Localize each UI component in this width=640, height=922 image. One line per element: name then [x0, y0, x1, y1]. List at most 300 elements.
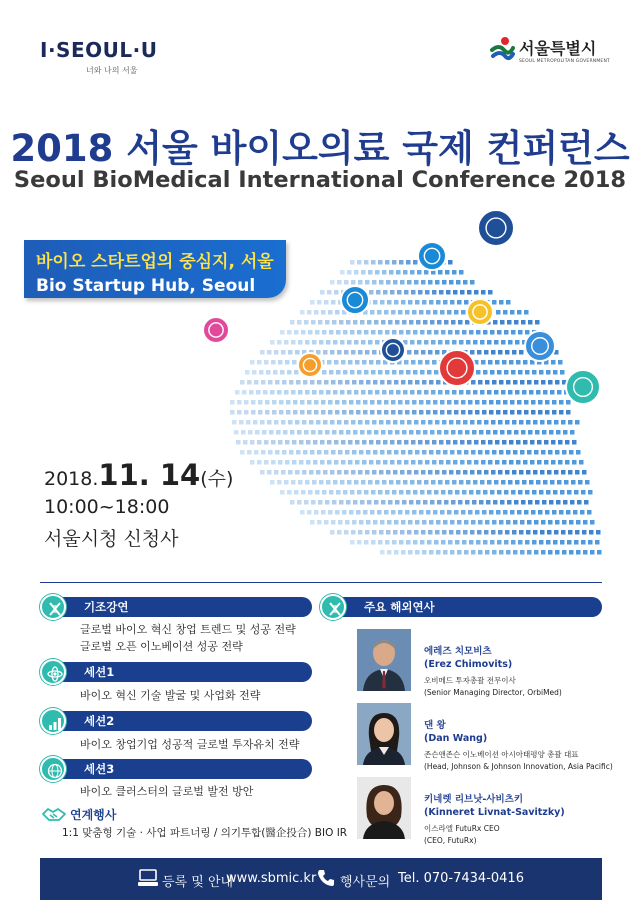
map-dot: [240, 450, 245, 455]
map-dot: [250, 440, 255, 445]
map-dot: [410, 340, 415, 345]
map-dot: [336, 490, 341, 495]
map-dot: [363, 400, 368, 405]
map-dot: [288, 420, 293, 425]
map-dot: [559, 410, 564, 415]
map-dot: [461, 400, 466, 405]
map-dot: [373, 520, 378, 525]
map-dot: [422, 550, 427, 555]
map-dot: [331, 450, 336, 455]
map-dot: [555, 520, 560, 525]
map-dot: [492, 300, 497, 305]
map-dot: [531, 410, 536, 415]
map-dot: [364, 370, 369, 375]
map-dot: [357, 370, 362, 375]
map-dot: [278, 460, 283, 465]
map-dot: [426, 310, 431, 315]
map-dot: [474, 440, 479, 445]
map-dot: [307, 400, 312, 405]
map-dot: [481, 460, 486, 465]
map-dot: [338, 450, 343, 455]
map-dot: [274, 420, 279, 425]
map-dot: [515, 480, 520, 485]
map-dot: [411, 460, 416, 465]
map-dot: [402, 430, 407, 435]
map-dot: [242, 390, 247, 395]
phone-number[interactable]: Tel. 070-7434-0416: [398, 871, 524, 886]
map-dot: [340, 390, 345, 395]
map-dot: [529, 390, 534, 395]
map-dot: [451, 320, 456, 325]
map-dot: [527, 550, 532, 555]
map-dot: [483, 490, 488, 495]
map-dot: [505, 420, 510, 425]
map-dot: [284, 480, 289, 485]
map-dot: [365, 350, 370, 355]
map-dot: [349, 400, 354, 405]
map-dot: [330, 420, 335, 425]
map-dot: [350, 330, 355, 335]
map-dot: [459, 270, 464, 275]
map-dot: [316, 350, 321, 355]
keynote-pill: [50, 597, 312, 617]
map-dot: [406, 260, 411, 265]
map-dot: [508, 480, 513, 485]
map-dot: [463, 470, 468, 475]
map-dot: [454, 400, 459, 405]
map-dot: [450, 300, 455, 305]
map-dot: [466, 480, 471, 485]
map-dot: [276, 430, 281, 435]
map-dot: [549, 430, 554, 435]
map-dot: [518, 540, 523, 545]
map-dot: [494, 480, 499, 485]
map-dot: [307, 310, 312, 315]
map-dot: [366, 450, 371, 455]
map-dot: [371, 540, 376, 545]
speaker-role-ko-2: 존슨앤존슨 이노베이션 아시아태평양 총괄 대표: [424, 750, 579, 759]
map-dot: [427, 330, 432, 335]
map-dot: [375, 340, 380, 345]
map-dot: [463, 280, 468, 285]
map-dot: [560, 370, 565, 375]
map-dot: [328, 510, 333, 515]
map-dot: [337, 470, 342, 475]
map-dot: [470, 470, 475, 475]
map-dot: [293, 400, 298, 405]
map-dot: [453, 440, 458, 445]
map-dot: [337, 280, 342, 285]
map-dot: [393, 470, 398, 475]
map-dot: [383, 290, 388, 295]
map-dot: [340, 270, 345, 275]
map-dot: [269, 430, 274, 435]
map-dot: [478, 520, 483, 525]
map-dot: [379, 420, 384, 425]
map-dot: [563, 430, 568, 435]
map-dot: [361, 390, 366, 395]
map-dot: [297, 500, 302, 505]
map-dot: [339, 500, 344, 505]
map-dot: [537, 460, 542, 465]
session1-pill: [50, 662, 312, 682]
map-dot: [565, 440, 570, 445]
map-dot: [299, 440, 304, 445]
map-dot: [281, 350, 286, 355]
map-dot: [467, 460, 472, 465]
map-dot: [436, 450, 441, 455]
map-dot: [361, 340, 366, 345]
map-dot: [527, 520, 532, 525]
map-dot: [480, 340, 485, 345]
map-dot: [380, 550, 385, 555]
map-dot: [484, 530, 489, 535]
map-dot: [462, 540, 467, 545]
map-dot: [314, 410, 319, 415]
map-dot: [534, 520, 539, 525]
map-dot: [391, 510, 396, 515]
map-dot: [433, 410, 438, 415]
map-dot: [373, 380, 378, 385]
map-dot: [297, 430, 302, 435]
map-dot: [421, 280, 426, 285]
map-dot: [322, 370, 327, 375]
map-dot: [394, 550, 399, 555]
map-dot: [327, 440, 332, 445]
map-dot: [554, 470, 559, 475]
map-dot: [483, 330, 488, 335]
map-dot: [423, 430, 428, 435]
map-dot: [272, 410, 277, 415]
map-dot: [362, 460, 367, 465]
map-dot: [435, 280, 440, 285]
session1-item: 바이오 혁신 기술 발굴 및 사업화 전략: [80, 689, 261, 702]
map-dot: [543, 480, 548, 485]
session2-item: 바이오 창업기업 성공적 글로벌 투자유치 전략: [80, 738, 300, 751]
map-dot: [352, 380, 357, 385]
map-dot: [253, 420, 258, 425]
map-dot: [318, 320, 323, 325]
map-dot: [277, 340, 282, 345]
map-dot: [333, 390, 338, 395]
map-dot: [353, 320, 358, 325]
map-dot: [515, 390, 520, 395]
website-link[interactable]: www.sbmic.kr: [226, 871, 317, 886]
map-dot: [322, 330, 327, 335]
map-dot: [404, 290, 409, 295]
map-dot: [286, 410, 291, 415]
map-dot: [466, 390, 471, 395]
map-dot: [337, 420, 342, 425]
map-dot: [397, 460, 402, 465]
map-dot: [448, 260, 453, 265]
map-dot: [448, 330, 453, 335]
slogan-banner: [24, 240, 286, 298]
map-dot: [378, 370, 383, 375]
map-dot: [429, 450, 434, 455]
map-dot: [377, 310, 382, 315]
map-dot: [421, 420, 426, 425]
map-dot: [517, 310, 522, 315]
map-dot: [295, 420, 300, 425]
map-dot: [483, 540, 488, 545]
map-dot: [439, 290, 444, 295]
map-dot: [273, 370, 278, 375]
map-dot: [437, 500, 442, 505]
map-dot: [529, 480, 534, 485]
map-dot: [380, 520, 385, 525]
map-dot: [410, 270, 415, 275]
map-dot: [562, 520, 567, 525]
map-dot: [597, 550, 602, 555]
map-dot: [475, 400, 480, 405]
map-dot: [324, 520, 329, 525]
speaker-name-ko-2: 댄 왕: [424, 720, 446, 731]
map-dot: [392, 330, 397, 335]
map-dot: [444, 500, 449, 505]
map-dot: [311, 320, 316, 325]
map-dot: [438, 270, 443, 275]
map-dot: [504, 330, 509, 335]
map-dot: [432, 360, 437, 365]
globe-icon: [40, 756, 66, 782]
map-dot: [477, 470, 482, 475]
map-dot: [458, 430, 463, 435]
map-dot: [482, 400, 487, 405]
map-dot: [516, 460, 521, 465]
map-dot: [557, 480, 562, 485]
map-dot: [448, 540, 453, 545]
map-dot: [267, 470, 272, 475]
map-dot: [516, 440, 521, 445]
map-dot: [346, 500, 351, 505]
map-dot: [532, 370, 537, 375]
map-dot: [341, 460, 346, 465]
map-dot: [415, 550, 420, 555]
map-dot: [476, 490, 481, 495]
map-dot: [436, 520, 441, 525]
map-dot: [511, 490, 516, 495]
map-dot: [425, 290, 430, 295]
map-dot: [504, 540, 509, 545]
map-dot: [485, 450, 490, 455]
conference-title-korean: 2018 서울 바이오의료 국제 컨퍼런스: [10, 127, 630, 170]
map-dot: [551, 460, 556, 465]
map-dot: [394, 450, 399, 455]
map-dot: [535, 320, 540, 325]
speaker-name-ko-3: 키네렛 리브낫-사비츠키: [424, 794, 524, 805]
map-dot: [482, 410, 487, 415]
map-dot: [426, 510, 431, 515]
map-dot: [476, 370, 481, 375]
map-dot: [462, 330, 467, 335]
map-dot: [332, 500, 337, 505]
map-dot: [338, 380, 343, 385]
map-dot: [304, 320, 309, 325]
map-dot: [506, 520, 511, 525]
molecule-icon: [467, 299, 493, 325]
map-dot: [335, 410, 340, 415]
atom-icon: [341, 286, 369, 314]
map-dot: [251, 410, 256, 415]
register-label: 등록 및 안내: [162, 875, 234, 890]
map-dot: [473, 390, 478, 395]
map-dot: [421, 470, 426, 475]
flask-icon: [418, 242, 446, 270]
map-dot: [485, 550, 490, 555]
map-dot: [416, 500, 421, 505]
map-dot: [444, 430, 449, 435]
map-dot: [362, 440, 367, 445]
map-dot: [488, 440, 493, 445]
map-dot: [503, 510, 508, 515]
map-dot: [292, 440, 297, 445]
map-dot: [230, 410, 235, 415]
map-dot: [493, 320, 498, 325]
map-dot: [350, 490, 355, 495]
map-dot: [260, 350, 265, 355]
map-dot: [306, 460, 311, 465]
map-dot: [311, 430, 316, 435]
slogan-english: Bio Startup Hub, Seoul: [36, 276, 256, 296]
map-dot: [502, 440, 507, 445]
map-dot: [439, 460, 444, 465]
map-dot: [389, 270, 394, 275]
map-dot: [496, 510, 501, 515]
map-dot: [347, 390, 352, 395]
map-dot: [399, 330, 404, 335]
map-dot: [234, 430, 239, 435]
speaker-photo-erez: [357, 629, 411, 691]
map-dot: [477, 350, 482, 355]
map-dot: [371, 260, 376, 265]
map-dot: [501, 480, 506, 485]
map-dot: [560, 540, 565, 545]
map-dot: [337, 350, 342, 355]
map-dot: [327, 290, 332, 295]
map-dot: [394, 380, 399, 385]
map-dot: [401, 550, 406, 555]
map-dot: [394, 520, 399, 525]
map-dot: [347, 480, 352, 485]
map-dot: [566, 400, 571, 405]
map-dot: [426, 410, 431, 415]
map-dot: [375, 480, 380, 485]
map-dot: [348, 460, 353, 465]
map-dot: [404, 360, 409, 365]
dna-icon: [40, 594, 66, 620]
map-dot: [386, 420, 391, 425]
map-dot: [265, 400, 270, 405]
map-dot: [274, 350, 279, 355]
map-dot: [519, 470, 524, 475]
i-seoul-u-tagline: 너와 나의 서울: [86, 66, 138, 75]
map-dot: [430, 430, 435, 435]
map-dot: [481, 440, 486, 445]
map-dot: [305, 480, 310, 485]
map-dot: [565, 460, 570, 465]
map-dot: [358, 280, 363, 285]
map-dot: [317, 300, 322, 305]
map-dot: [358, 530, 363, 535]
map-dot: [293, 410, 298, 415]
map-dot: [468, 400, 473, 405]
map-dot: [340, 480, 345, 485]
map-dot: [434, 490, 439, 495]
map-dot: [392, 260, 397, 265]
map-dot: [531, 400, 536, 405]
map-dot: [388, 320, 393, 325]
map-dot: [428, 470, 433, 475]
map-dot: [552, 410, 557, 415]
map-dot: [395, 320, 400, 325]
map-dot: [456, 420, 461, 425]
map-dot: [393, 530, 398, 535]
event-year: 2018.: [44, 468, 99, 490]
map-dot: [561, 470, 566, 475]
map-dot: [319, 390, 324, 395]
map-dot: [480, 390, 485, 395]
map-dot: [301, 330, 306, 335]
map-dot: [570, 500, 575, 505]
map-dot: [402, 320, 407, 325]
dna-icon: [320, 594, 346, 620]
map-dot: [389, 390, 394, 395]
map-dot: [343, 330, 348, 335]
map-dot: [440, 510, 445, 515]
map-dot: [518, 330, 523, 335]
map-dot: [377, 400, 382, 405]
map-dot: [280, 490, 285, 495]
map-dot: [459, 390, 464, 395]
map-dot: [436, 550, 441, 555]
map-dot: [547, 530, 552, 535]
map-dot: [429, 380, 434, 385]
map-dot: [541, 380, 546, 385]
map-dot: [540, 420, 545, 425]
map-dot: [402, 500, 407, 505]
map-dot: [490, 490, 495, 495]
map-dot: [574, 490, 579, 495]
footer-bar: [40, 858, 602, 900]
map-dot: [338, 520, 343, 525]
map-dot: [277, 480, 282, 485]
map-dot: [438, 390, 443, 395]
map-dot: [349, 510, 354, 515]
map-dot: [407, 470, 412, 475]
map-dot: [440, 310, 445, 315]
map-dot: [573, 510, 578, 515]
map-dot: [314, 510, 319, 515]
map-dot: [354, 270, 359, 275]
map-dot: [344, 280, 349, 285]
map-dot: [334, 440, 339, 445]
map-dot: [405, 310, 410, 315]
map-dot: [275, 380, 280, 385]
map-dot: [568, 530, 573, 535]
map-dot: [360, 320, 365, 325]
map-dot: [272, 400, 277, 405]
event-date-block: [44, 458, 233, 551]
map-dot: [282, 450, 287, 455]
map-dot: [472, 430, 477, 435]
map-dot: [415, 380, 420, 385]
map-dot: [505, 470, 510, 475]
map-dot: [295, 470, 300, 475]
map-dot: [373, 450, 378, 455]
map-dot: [424, 480, 429, 485]
map-dot: [363, 410, 368, 415]
